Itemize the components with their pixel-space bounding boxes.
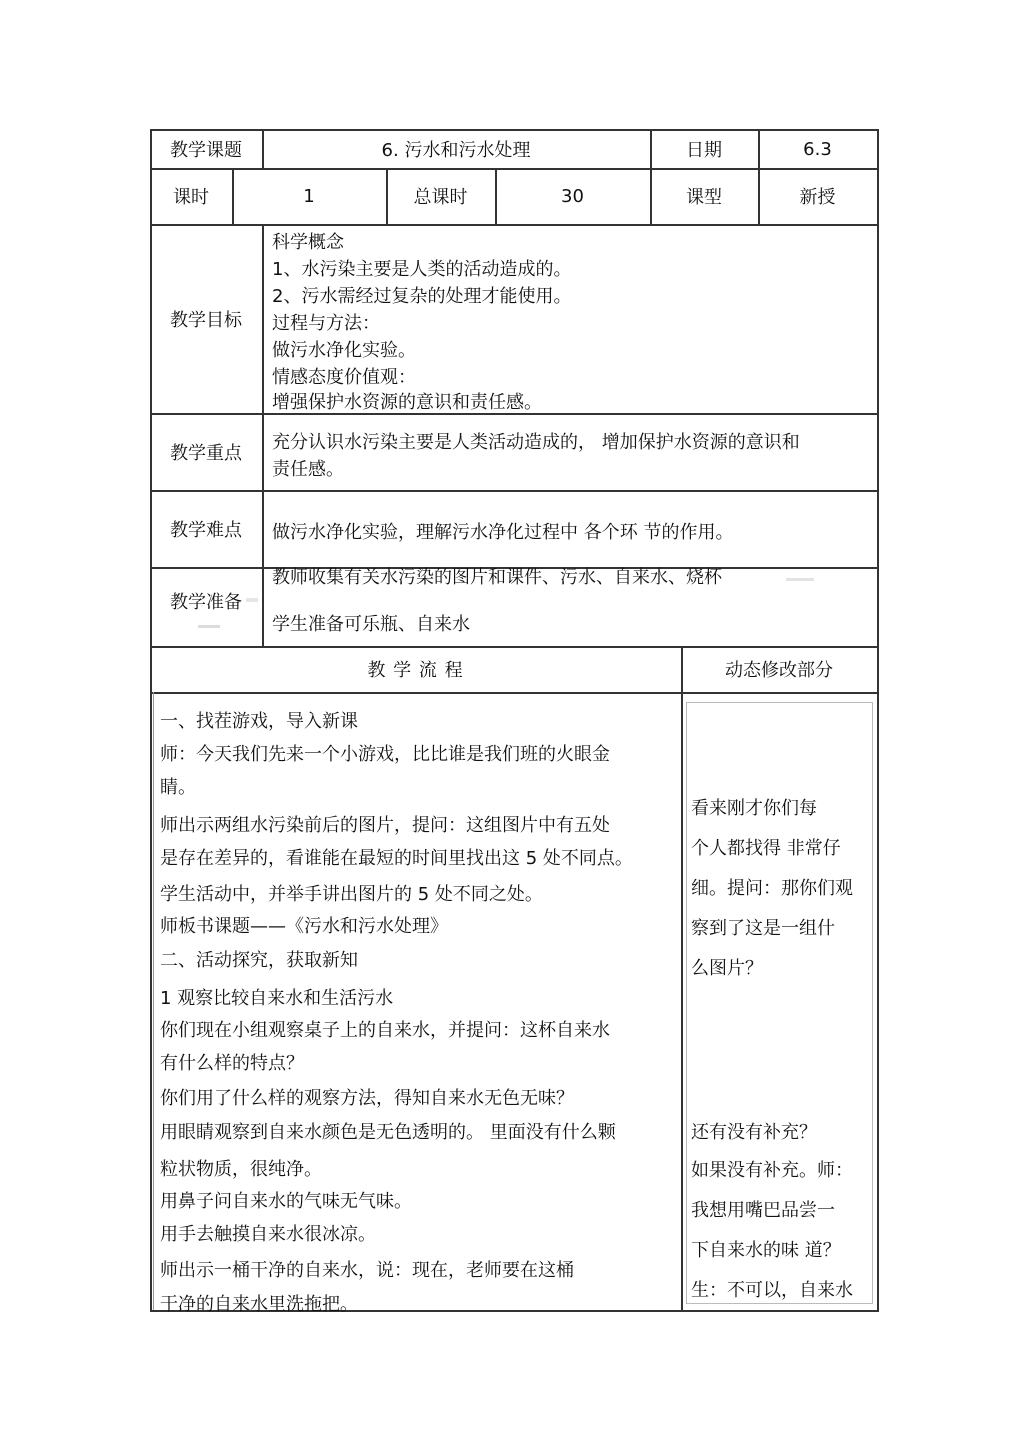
key-points-line: 充分认识水污染主要是人类活动造成的， 增加保护水资源的意识和 [272, 432, 800, 453]
label-date: 日期 [686, 140, 722, 161]
flow-line: 一、找茬游戏，导入新课 [160, 711, 358, 732]
lesson-type-value: 新授 [799, 187, 836, 208]
dynamic-note-line: 生：不可以，自来水 [691, 1280, 853, 1301]
flow-line: 是存在差异的，看谁能在最短的时间里找出这 5 处不同点。 [160, 848, 633, 869]
flow-line: 有什么样的特点？ [160, 1053, 304, 1074]
row-divider-7 [150, 692, 879, 694]
flow-line: 用眼睛观察到自来水颜色是无色透明的。 里面没有什么颗 [160, 1122, 616, 1143]
goals-line: 过程与方法： [272, 313, 380, 334]
label-difficulties: 教学难点 [170, 519, 242, 541]
scan-artifact-mark [198, 625, 220, 628]
flow-line: 干净的自来水里洗拖把。 [160, 1294, 358, 1315]
label-key-points: 教学重点 [170, 442, 242, 464]
label-preparation: 教学准备 [170, 592, 242, 613]
flow-line: 1 观察比较自来水和生活污水 [160, 988, 394, 1009]
flow-line: 用鼻子问自来水的气味无气味。 [160, 1191, 412, 1212]
label-dynamic-revision: 动态修改部分 [725, 660, 833, 681]
total-periods-value: 30 [561, 185, 584, 207]
flow-line: 用手去触摸自来水很冰凉。 [160, 1224, 376, 1245]
flow-inner-left [153, 692, 154, 1310]
col-divider-process [681, 646, 683, 1311]
label-total-periods: 总课时 [413, 187, 468, 208]
dynamic-note-line: 么图片？ [691, 958, 763, 979]
goals-line: 科学概念 [272, 232, 344, 253]
lesson-topic: 6. 污水和污水处理 [381, 140, 531, 161]
flow-line: 二、活动探究，获取新知 [160, 950, 358, 971]
flow-line: 你们现在小组观察桌子上的自来水，并提问：这杯自来水 [160, 1020, 610, 1041]
goals-line: 2、污水需经过复杂的处理才能使用。 [272, 286, 572, 307]
goals-line: 1、水污染主要是人类的活动造成的。 [272, 259, 572, 280]
flow-line: 师板书课题——《污水和污水处理》 [160, 916, 448, 937]
col-divider-label-column [262, 224, 264, 647]
label-topic: 教学课题 [170, 140, 242, 161]
label-goals: 教学目标 [170, 309, 242, 331]
table-border-right [877, 129, 879, 1311]
flow-line: 睛。 [160, 777, 196, 798]
dynamic-note-line: 我想用嘴巴品尝一 [691, 1200, 835, 1221]
flow-line: 你们用了什么样的观察方法，得知自来水无色无味？ [160, 1088, 574, 1109]
key-points-line: 责任感。 [272, 459, 344, 480]
dynamic-note-line: 还有没有补充？ [691, 1122, 817, 1143]
label-period: 课时 [173, 187, 209, 208]
goals-line: 增强保护水资源的意识和责任感。 [272, 392, 542, 413]
period-value: 1 [303, 185, 315, 207]
preparation-line: 学生准备可乐瓶、自来水 [272, 614, 470, 635]
flow-line: 粒状物质，很纯净。 [160, 1159, 322, 1180]
dynamic-note-line: 察到了这是一组什 [691, 918, 835, 939]
dynamic-note-line: 细。提问：那你们观 [691, 878, 853, 899]
scan-artifact-mark [246, 598, 258, 602]
label-teaching-flow: 教 学 流 程 [367, 660, 464, 681]
preparation-line: 教师收集有关水污染的图片和课件、污水、自来水、烧杯 [272, 567, 722, 588]
flow-line: 师出示一桶干净的自来水，说：现在，老师要在这桶 [160, 1260, 574, 1281]
dynamic-note-line: 如果没有补充。师： [691, 1160, 853, 1181]
flow-line: 师出示两组水污染前后的图片，提问：这组图片中有五处 [160, 815, 610, 836]
dynamic-note-line: 下自来水的味 道？ [691, 1240, 841, 1261]
dynamic-note-line: 个人都找得 非常仔 [691, 838, 841, 859]
lesson-date: 6.3 [803, 138, 832, 160]
difficulties-text: 做污水净化实验，理解污水净化过程中 各个环 节的作用。 [272, 522, 734, 543]
goals-line: 情感态度价值观： [272, 367, 416, 388]
label-lesson-type: 课型 [686, 187, 722, 208]
scan-artifact-mark [786, 578, 814, 581]
dynamic-note-line: 看来刚才你们每 [691, 798, 817, 819]
flow-line: 师：今天我们先来一个小游戏，比比谁是我们班的火眼金 [160, 744, 610, 765]
flow-line: 学生活动中，并举手讲出图片的 5 处不同之处。 [160, 884, 543, 905]
goals-line: 做污水净化实验。 [272, 340, 416, 361]
